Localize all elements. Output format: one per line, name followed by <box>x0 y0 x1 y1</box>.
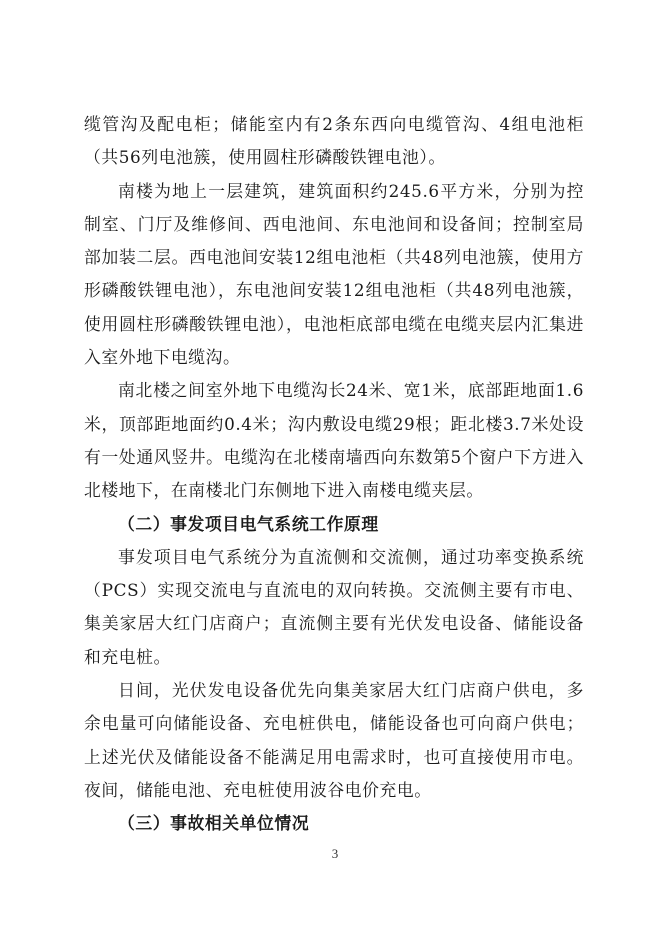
paragraph-continuation: 缆管沟及配电柜；储能室内有2条东西向电缆管沟、4组电池柜（共56列电池簇，使用圆柱形磷酸铁锂电池）。 <box>84 114 584 168</box>
section-heading-electrical-principle: （二）事发项目电气系统工作原理 <box>118 513 379 534</box>
paragraph-cable-trench: 南北楼之间室外地下电缆沟长24米、宽1米，底部距地面1.6米，顶部距地面约0.4米；沟内敷设电缆29根；距北楼3.7米处设有一处通风竖井。电缆沟在北楼南墙西向东数第5个窗户下方进入北楼地下，在南楼北门东侧地下进入南楼电缆夹层。 <box>84 380 584 501</box>
document-body <box>84 108 584 841</box>
paragraph-south-building: 南楼为地上一层建筑，建筑面积约245.6平方米，分别为控制室、门厅及维修间、西电池间、东电池间和设备间；控制室局部加装二层。西电池间安装12组电池柜（共48列电池簇，使用方形磷酸铁锂电池），东电池间安装12组电池柜（共48列电池簇，使用圆柱形磷酸铁锂电池），电池柜底部电缆在电缆夹层内汇集进入室外地下电缆沟。 <box>84 180 584 368</box>
paragraph-day-night-operation: 日间，光伏发电设备优先向集美家居大红门店商户供电，多余电量可向储能设备、充电桩供电，储能设备也可向商户供电；上述光伏及储能设备不能满足用电需求时，也可直接使用市电。夜间，储能电池、充电桩使用波谷电价充电。 <box>84 680 584 800</box>
section-heading-related-units: （三）事故相关单位情况 <box>118 813 310 834</box>
page-number: 3 <box>331 846 339 861</box>
paragraph-dc-ac-sides: 事发项目电气系统分为直流侧和交流侧，通过功率变换系统（PCS）实现交流电与直流电的双向转换。交流侧主要有市电、集美家居大红门店商户；直流侧主要有光伏发电设备、储能设备和充电桩。 <box>84 546 584 667</box>
